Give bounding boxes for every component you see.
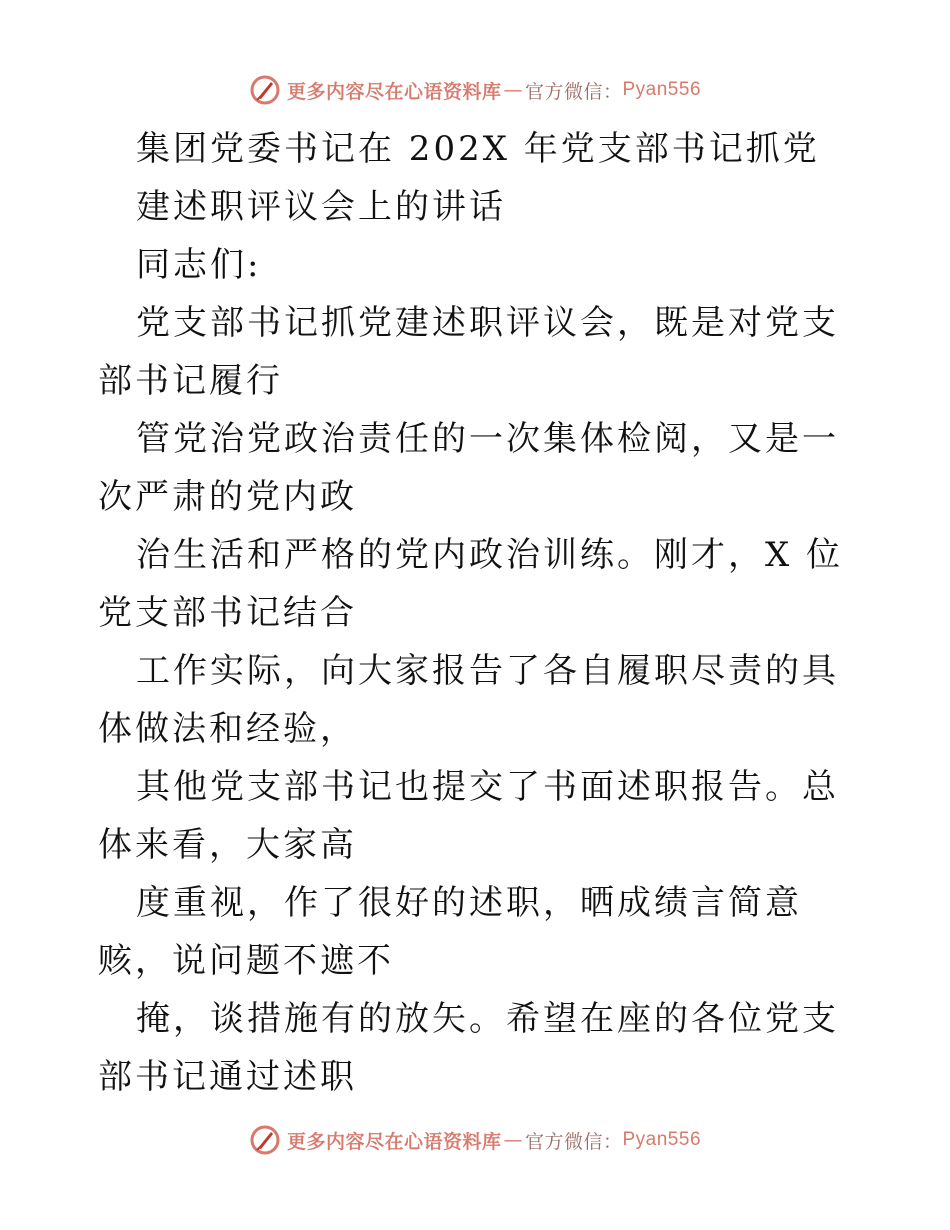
paragraph: 党支部书记抓党建述职评议会，既是对党支部书记履行 — [98, 303, 839, 401]
banner-main-text: 更多内容尽在心语资料库 — [286, 1130, 502, 1153]
document-title-line-1: 集团党委书记在 202X 年党支部书记抓党 — [136, 129, 820, 169]
quill-seal-icon — [249, 1124, 281, 1156]
document-body — [98, 120, 858, 1106]
banner-separator: — — [503, 1129, 523, 1151]
footer-watermark-banner — [0, 1120, 950, 1160]
paragraph: 度重视，作了很好的述职，晒成绩言简意赅，说问题不遮不 — [98, 883, 802, 981]
paragraph: 掩，谈措施有的放矢。希望在座的各位党支部书记通过述职 — [98, 999, 839, 1097]
banner-separator: — — [503, 79, 523, 101]
salutation: 同志们: — [136, 245, 262, 285]
banner-main-text: 更多内容尽在心语资料库 — [286, 80, 502, 103]
quill-seal-icon — [249, 74, 281, 106]
banner-sub-text: 官方微信： — [524, 80, 623, 103]
banner-wechat-id: Pyan556 — [622, 79, 702, 100]
banner-sub-text: 官方微信： — [524, 1130, 623, 1153]
paragraph: 其他党支部书记也提交了书面述职报告。总体来看，大家高 — [98, 767, 839, 865]
paragraph: 工作实际，向大家报告了各自履职尽责的具体做法和经验， — [98, 651, 839, 749]
paragraph: 治生活和严格的党内政治训练。刚才，X 位党支部书记结合 — [98, 535, 844, 633]
document-title-line-2: 建述职评议会上的讲话 — [136, 187, 506, 227]
header-watermark-banner — [0, 70, 950, 110]
banner-wechat-id: Pyan556 — [622, 1129, 702, 1150]
paragraph: 管党治党政治责任的一次集体检阅，又是一次严肃的党内政 — [98, 419, 839, 517]
